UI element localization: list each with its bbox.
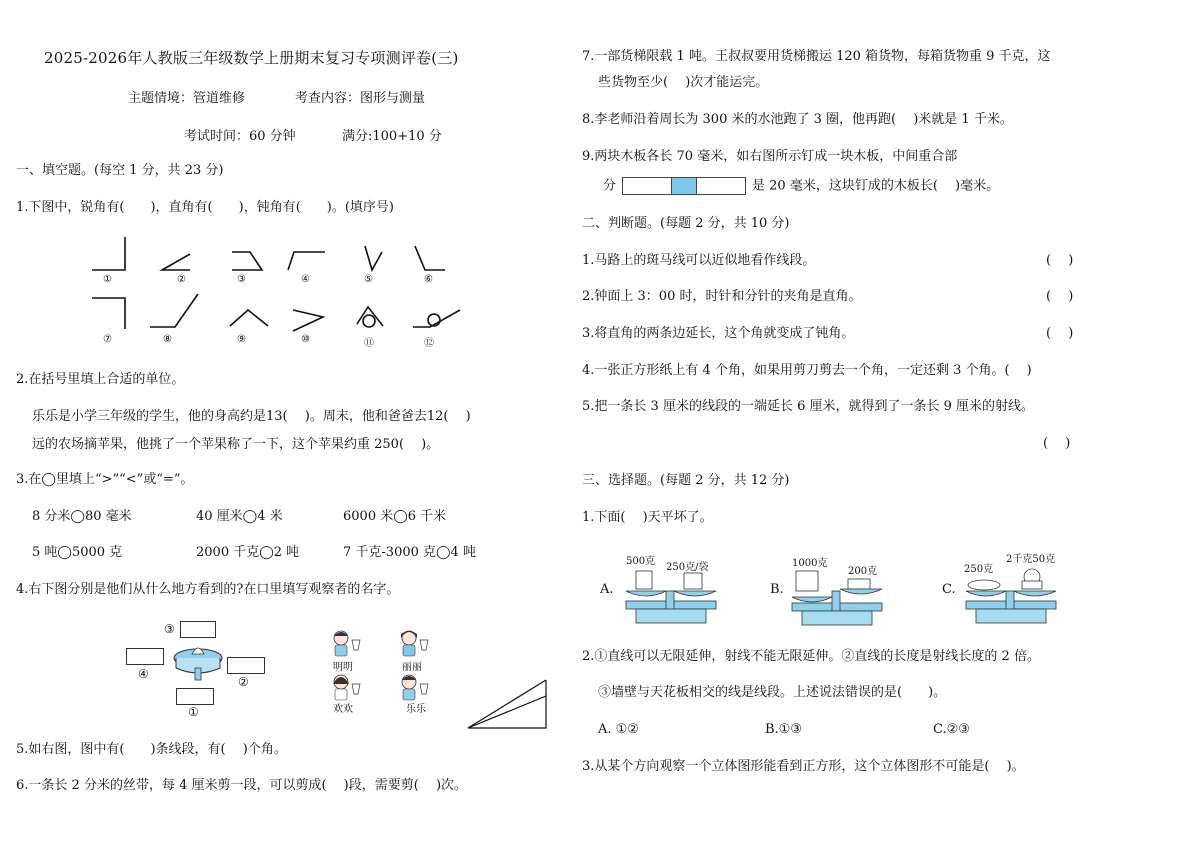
scale-b-right: 200克 — [848, 566, 878, 577]
s1-q4: 4.右下图分别是他们从什么地方看到的?在口里填写观察者的名字。 — [16, 582, 400, 597]
name-huanhuan: 欢欢 — [333, 704, 353, 715]
scale-a-right: 250克/袋 — [666, 562, 709, 573]
time-label: 考试时间：60 分钟 — [184, 129, 296, 144]
s3-q3: 3.从某个方向观察一个立体图形能看到正方形，这个立体图形不可能是( )。 — [582, 759, 1025, 774]
s3-q1: 1.下面( )天平坏了。 — [582, 510, 713, 525]
s1-q2: 2.在括号里填上合适的单位。 — [16, 372, 185, 387]
section1-heading: 一、填空题。(每空 1 分，共 23 分) — [16, 163, 224, 178]
name-lele: 乐乐 — [406, 704, 426, 715]
tf-paren-5[interactable]: ( ) — [1043, 436, 1071, 451]
observer-lili-icon — [398, 628, 432, 658]
q3-item-4: 5 吨◯5000 克 — [32, 545, 123, 560]
q9-post-text: 是 20 毫米，这块钉成的木板长( )毫米。 — [752, 178, 1000, 194]
answer-box-1[interactable] — [176, 688, 214, 705]
theme-label: 主题情境：管道维修 — [128, 91, 246, 106]
angle-10 — [293, 310, 323, 331]
angle-label-7: ⑦ — [103, 334, 112, 345]
angle-11 — [357, 307, 383, 326]
s3-q2-line2: ③墙壁与天花板相交的线是线段。上述说法错误的是( )。 — [598, 685, 947, 700]
s1-q1: 1.下图中，锐角有( )，直角有( )，钝角有( )。(填序号) — [16, 200, 394, 215]
section2-heading: 二、判断题。(每题 2 分，共 10 分) — [582, 216, 790, 231]
angle-label-3: ③ — [237, 274, 246, 285]
angle-11-arc — [363, 315, 375, 327]
name-mingming: 明明 — [333, 662, 353, 673]
s1-q9-line1: 9.两块木板各长 70 毫米，如右图所示钉成一块木板，中间重合部 — [582, 149, 958, 164]
q9-pre-text: 分 — [603, 178, 617, 194]
s1-q5: 5.如右图，图中有( )条线段，有( )个角。 — [16, 742, 287, 757]
angle-3 — [232, 252, 262, 270]
scale-b-icon — [788, 567, 888, 629]
round-table-icon — [170, 638, 226, 684]
pos-label-4: ④ — [138, 667, 149, 681]
s3-q2-opt-c[interactable]: C.②③ — [933, 722, 970, 737]
angle-4 — [288, 252, 325, 270]
s1-q2-line2: 远的农场摘苹果，他挑了一个苹果称了一下，这个苹果约重 250( )。 — [32, 437, 440, 452]
pos-label-2: ② — [238, 675, 249, 689]
scale-opt-c: C. — [942, 582, 956, 597]
pos-label-1: ① — [188, 705, 199, 719]
angle-label-4: ④ — [301, 274, 310, 285]
scale-c-icon — [962, 565, 1062, 629]
score-label: 满分:100+10 分 — [342, 129, 442, 144]
angle-label-2: ② — [177, 274, 186, 285]
angle-label-1: ① — [103, 274, 112, 285]
angle-8 — [150, 294, 198, 327]
name-lili: 丽丽 — [402, 662, 422, 673]
angle-12 — [413, 310, 460, 327]
tf-item-5: 5.把一条长 3 厘米的线段的一端延长 6 厘米，就得到了一条长 9 厘米的射线。 — [582, 399, 1035, 414]
s3-q2-opt-b[interactable]: B.①③ — [765, 722, 802, 737]
angle-label-9: ⑨ — [237, 334, 246, 345]
observer-huanhuan-icon — [330, 672, 364, 702]
tf-paren-1[interactable]: ( ) — [1046, 253, 1074, 268]
scale-opt-a: A. — [600, 582, 614, 597]
answer-box-3[interactable] — [180, 621, 216, 638]
tf-paren-2[interactable]: ( ) — [1046, 289, 1074, 304]
s1-q9-line2 — [603, 177, 999, 196]
angle-label-5: ⑤ — [364, 274, 373, 285]
scale-c-left: 250克 — [964, 564, 994, 575]
tf-item-4: 4.一张正方形纸上有 4 个角，如果用剪刀剪去一个角，一定还剩 3 个角。( ) — [582, 363, 1032, 378]
angle-label-11: ⑪ — [364, 338, 374, 349]
angle-6 — [415, 246, 445, 270]
observer-lele-icon — [398, 672, 432, 702]
q3-item-3: 6000 米◯6 千米 — [343, 509, 447, 524]
angle-2 — [162, 254, 190, 270]
s3-q2-line1: 2.①直线可以无限延伸，射线不能无限延伸。②直线的长度是射线长度的 2 倍。 — [582, 649, 1040, 664]
angle-label-8: ⑧ — [163, 334, 172, 345]
angle-1 — [92, 237, 125, 270]
q3-item-5: 2000 千克◯2 吨 — [196, 545, 300, 560]
tf-paren-3[interactable]: ( ) — [1046, 326, 1074, 341]
angle-9 — [230, 310, 268, 326]
s1-q7-line2: 些货物至少( )次才能运完。 — [598, 75, 769, 90]
scale-b-left: 1000克 — [792, 558, 828, 569]
q3-item-2: 40 厘米◯4 米 — [196, 509, 283, 524]
s1-q8: 8.李老师沿着周长为 300 米的水池跑了 3 圈，他再跑( )米就是 1 千米。 — [582, 112, 1013, 127]
tf-item-3: 3.将直角的两条边延长，这个角就变成了钝角。 — [582, 326, 855, 341]
scale-a-left: 500克 — [626, 556, 656, 567]
pos-label-3: ③ — [164, 622, 175, 636]
q3-item-1: 8 分米◯80 毫米 — [32, 509, 132, 524]
observer-mingming-icon — [330, 628, 364, 658]
s1-q2-line1: 乐乐是小学三年级的学生，他的身高约是13( )。周末，他和爸爸去12( ) — [32, 409, 471, 424]
answer-box-4[interactable] — [126, 648, 164, 665]
angle-figures — [80, 232, 480, 352]
angle-5 — [365, 246, 382, 270]
scale-opt-b: B. — [770, 582, 784, 597]
s3-q2-opt-a[interactable]: A. ①② — [598, 722, 639, 737]
s1-q7-line1: 7.一部货梯限载 1 吨。王叔叔要用货梯搬运 120 箱货物，每箱货物重 9 千克，这 — [582, 49, 1051, 64]
angle-label-10: ⑩ — [301, 334, 310, 345]
section3-heading: 三、选择题。(每题 2 分，共 12 分) — [582, 473, 790, 488]
s1-q3: 3.在◯里填上“>”“<”或“=”。 — [16, 472, 194, 487]
tf-item-1: 1.马路上的斑马线可以近似地看作线段。 — [582, 253, 816, 268]
angle-label-6: ⑥ — [424, 274, 433, 285]
wooden-board-figure — [622, 177, 746, 195]
s1-q6: 6.一条长 2 分米的丝带，每 4 厘米剪一段，可以剪成( )段，需要剪( )次。 — [16, 778, 468, 793]
content-label: 考查内容：图形与测量 — [295, 91, 426, 106]
angle-7 — [92, 298, 125, 329]
page-title: 2025-2026年人教版三年级数学上册期末复习专项测评卷(三) — [44, 49, 459, 67]
q3-item-6: 7 千克-3000 克◯4 吨 — [343, 545, 476, 560]
angle-label-12: ⑫ — [424, 338, 434, 349]
tf-item-2: 2.钟面上 3：00 时，时针和分针的夹角是直角。 — [582, 289, 862, 304]
segments-figure — [462, 676, 548, 734]
scale-a-icon — [622, 565, 722, 629]
overlap-region — [671, 178, 697, 194]
scale-c-right: 2千克50克 — [1006, 554, 1056, 565]
answer-box-2[interactable] — [227, 657, 265, 674]
